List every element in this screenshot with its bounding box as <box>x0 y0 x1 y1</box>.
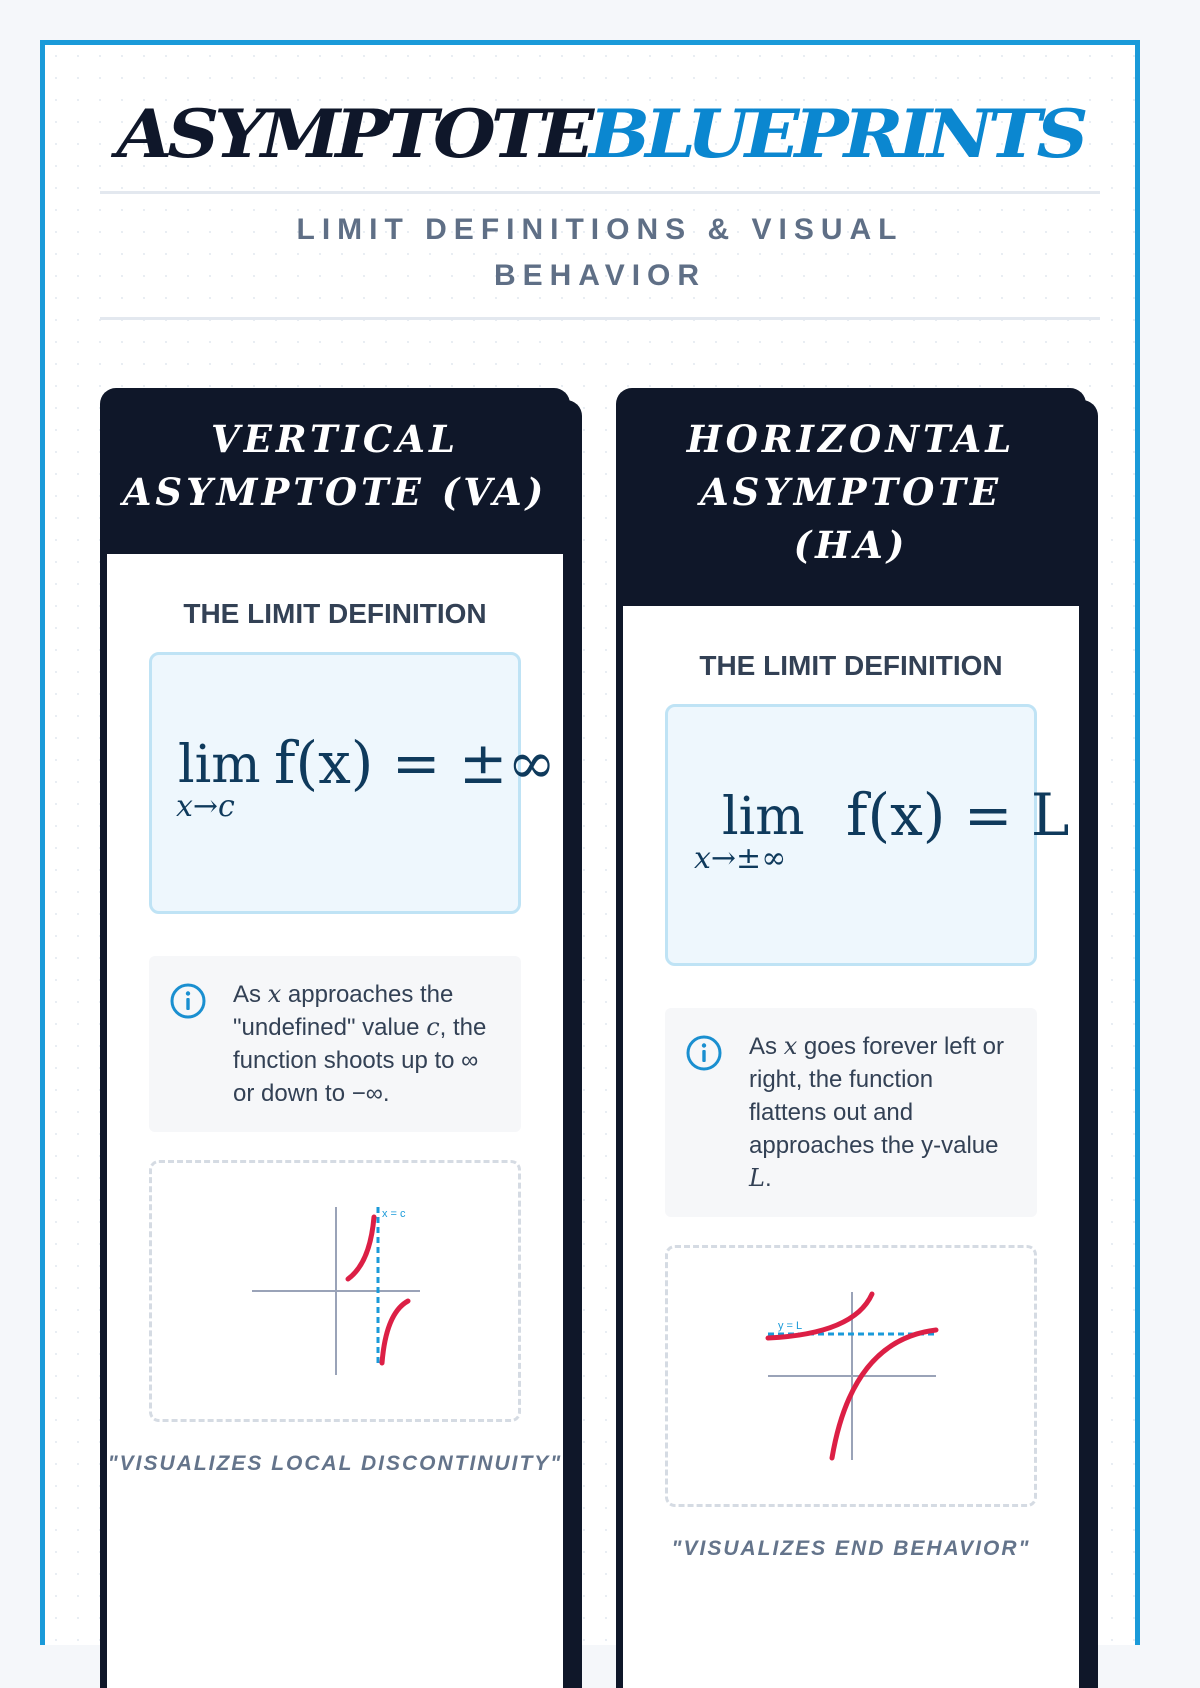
section-label: THE LIMIT DEFINITION <box>699 650 1003 681</box>
card-body <box>107 554 563 1688</box>
note-text: As x approaches the "undefined" value c, the function shoots up to ∞ or down to −∞. <box>233 980 487 1107</box>
info-icon <box>685 1034 723 1072</box>
card-horizontal-asymptote <box>616 388 1086 1688</box>
graph-frame <box>149 1160 521 1422</box>
section-label: THE LIMIT DEFINITION <box>183 598 487 629</box>
curve-left-branch <box>348 1217 374 1279</box>
card-vertical-asymptote <box>100 388 570 1688</box>
card-heading: VERTICAL ASYMPTOTE (VA) <box>122 417 548 514</box>
graph-caption: "VISUALIZES LOCAL DISCONTINUITY" <box>107 1452 563 1475</box>
asymptote-label: y = L <box>778 1320 803 1332</box>
formula-box <box>665 704 1070 966</box>
horizontal-asymptote-graph <box>668 1248 1034 1504</box>
page-subtitle: LIMIT DEFINITIONS & VISUAL BEHAVIOR <box>296 213 904 292</box>
lim-subscript: x→±∞ <box>694 841 787 876</box>
lim-operator: lim <box>178 735 261 795</box>
graph-caption: "VISUALIZES END BEHAVIOR" <box>671 1537 1031 1560</box>
info-note <box>665 1008 1037 1217</box>
title-blue-part: BLUEPRINTS <box>589 94 1084 173</box>
curve-right-branch <box>832 1330 936 1458</box>
note-text: As x goes forever left or right, the function flattens out and approaches the y-value L. <box>749 1032 1004 1192</box>
card-heading: HORIZONTAL ASYMPTOTE (HA) <box>686 417 1016 567</box>
asymptote-label: x = c <box>382 1208 406 1220</box>
curve-right-branch <box>382 1301 408 1363</box>
card-body <box>623 606 1079 1688</box>
bottom-divider <box>100 317 1100 320</box>
page-title <box>0 94 1200 173</box>
lim-operator: lim <box>722 787 805 847</box>
formula-expression: f(x) = ±∞ <box>274 729 556 797</box>
formula-expression: f(x) = L <box>846 781 1070 849</box>
info-icon <box>169 982 207 1020</box>
title-dark-part: ASYMPTOTE <box>116 94 590 173</box>
lim-subscript: x→c <box>176 789 235 824</box>
formula-box <box>149 652 556 914</box>
info-note <box>149 956 521 1132</box>
graph-frame <box>665 1245 1037 1507</box>
vertical-asymptote-graph <box>152 1163 518 1419</box>
top-divider <box>100 191 1100 194</box>
